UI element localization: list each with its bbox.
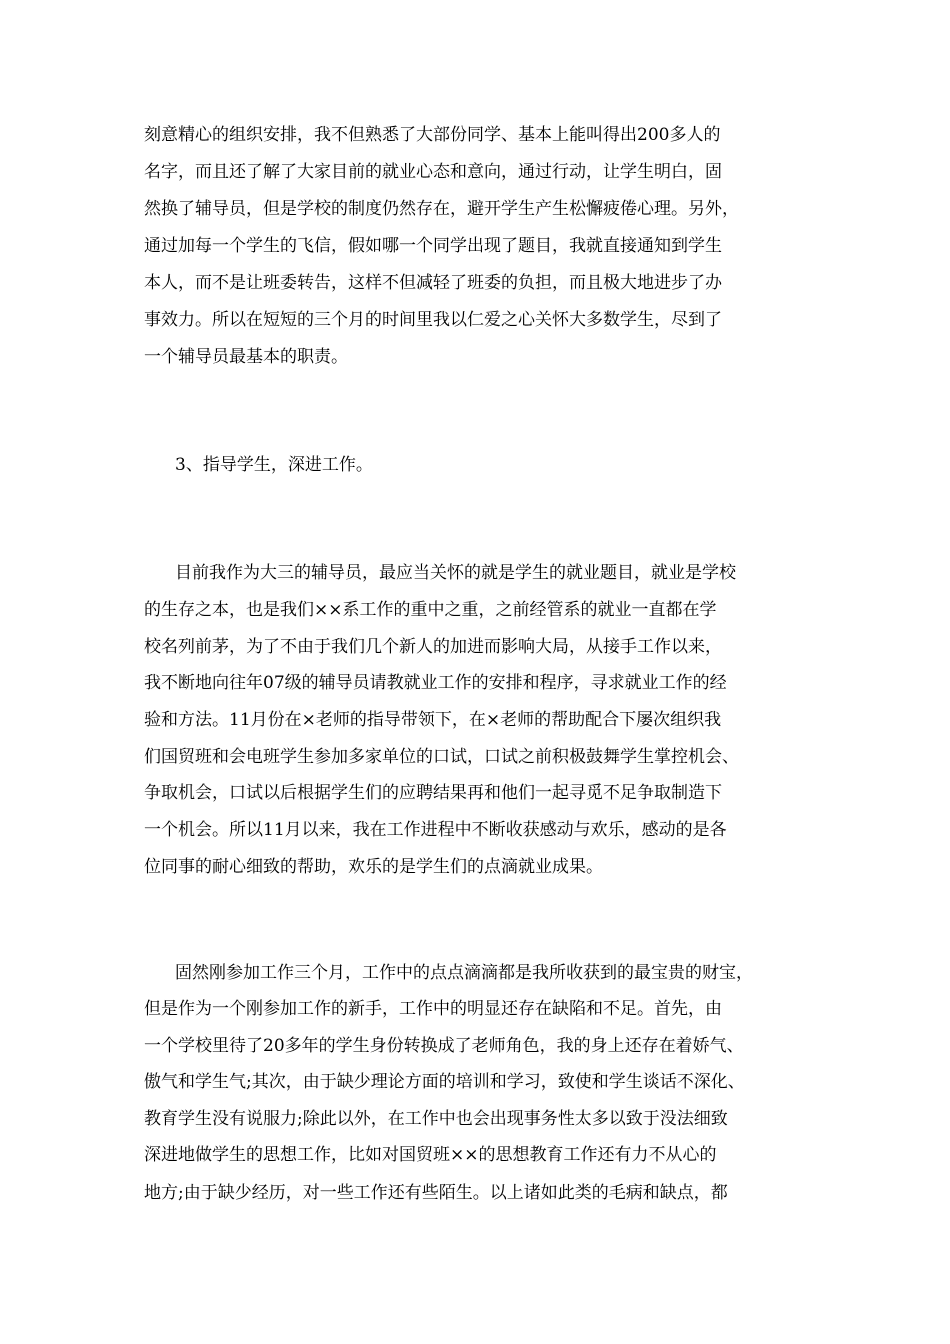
paragraph-line: 一个学校里待了20多年的学生身份转换成了老师角色，我的身上还存在着娇气、 [144, 1036, 744, 1056]
paragraph-line: 深进地做学生的思想工作，比如对国贸班××的思想教育工作还有力不从心的 [144, 1145, 717, 1165]
paragraph-line: 事效力。所以在短短的三个月的时间里我以仁爱之心关怀大多数学生，尽到了 [144, 310, 722, 330]
paragraph-line: 目前我作为大三的辅导员，最应当关怀的就是学生的就业题目，就业是学校 [175, 563, 736, 583]
paragraph-line: 刻意精心的组织安排，我不但熟悉了大部份同学、基本上能叫得出200多人的 [144, 125, 721, 145]
paragraph-line: 一个辅导员最基本的职责。 [144, 347, 348, 367]
paragraph-line: 傲气和学生气;其次，由于缺少理论方面的培训和学习，致使和学生谈话不深化、 [144, 1072, 745, 1092]
paragraph-line: 本人，而不是让班委转告，这样不但减轻了班委的负担，而且极大地进步了办 [144, 273, 722, 293]
paragraph-line: 校名列前茅，为了不由于我们几个新人的加进而影响大局，从接手工作以来， [144, 637, 722, 657]
paragraph-line: 们国贸班和会电班学生参加多家单位的口试，口试之前积极鼓舞学生掌控机会、 [144, 747, 739, 767]
paragraph-line: 一个机会。所以11月以来，我在工作进程中不断收获感动与欢乐，感动的是各 [144, 820, 727, 840]
paragraph-line: 但是作为一个刚参加工作的新手，工作中的明显还存在缺陷和不足。首先，由 [144, 999, 722, 1019]
heading-text: 3、指导学生，深进工作。 [175, 455, 373, 475]
paragraph-line: 通过加每一个学生的飞信，假如哪一个同学出现了题目，我就直接通知到学生 [144, 236, 722, 256]
paragraph-line: 名字，而且还了解了大家目前的就业心态和意向，通过行动，让学生明白，固 [144, 162, 722, 182]
paragraph-line: 争取机会，口试以后根据学生们的应聘结果再和他们一起寻觅不足争取制造下 [144, 783, 722, 803]
paragraph-line: 地方;由于缺少经历，对一些工作还有些陌生。以上诸如此类的毛病和缺点，都 [144, 1183, 728, 1203]
paragraph-line: 位同事的耐心细致的帮助，欢乐的是学生们的点滴就业成果。 [144, 857, 603, 877]
paragraph-line: 教育学生没有说服力;除此以外，在工作中也会出现事务性太多以致于没法细致 [144, 1109, 728, 1129]
paragraph-line: 验和方法。11月份在×老师的指导带领下，在×老师的帮助配合下屡次组织我 [144, 710, 722, 730]
paragraph-line: 然换了辅导员，但是学校的制度仍然存在，避开学生产生松懈疲倦心理。另外， [144, 199, 739, 219]
paragraph-line: 我不断地向往年07级的辅导员请教就业工作的安排和程序，寻求就业工作的经 [144, 673, 727, 693]
paragraph-line: 固然刚参加工作三个月，工作中的点点滴滴都是我所收获到的最宝贵的财宝， [175, 963, 753, 983]
paragraph-line: 的生存之本，也是我们××系工作的重中之重，之前经管系的就业一直都在学 [144, 600, 717, 620]
